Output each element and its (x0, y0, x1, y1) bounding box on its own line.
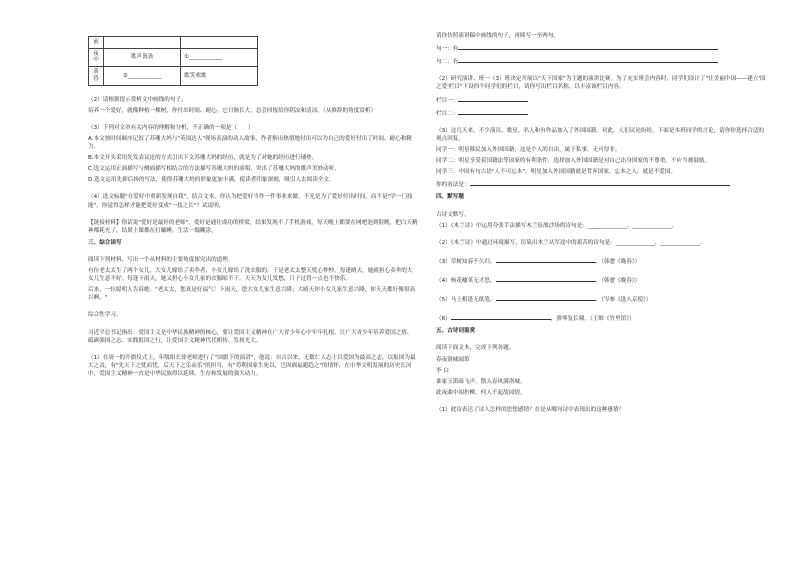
answer-blank[interactable] (458, 108, 528, 115)
poem-line: （6） (436, 316, 451, 323)
answer-label: 栏目二： (436, 110, 459, 117)
poem-line: （5）马上相逢无纸笔， (436, 297, 496, 304)
question-text: 阅读下列材料，写出一个从材料的主要角度探究出的道理。 (88, 256, 234, 263)
question-text: 请你仿照演讲稿中画线的句子，再续写一至两句。 (436, 33, 560, 39)
question-text: （2）请根据提示赏析文中画线的句子。 (88, 96, 187, 103)
question-text: （2）研究演讲、班一（3）班决定开展以"天下国家"为主题的演讲比赛。为了充实班会内容时，同学们设计了"往美丽中国——建立'国之爱'栏目"下设四个同学们的栏目，请你写出栏目名称，以丰富该栏目内容。 (436, 76, 766, 91)
question-text: （3）下列对文章有关内容的理解和分析，不正确的一项是（ ） (88, 124, 254, 131)
material-text: 【链接材料】俗话说"爱好是最好的老师"，爱好是通往成功的桥梁，结果发现不了手机游戏，每天晚上都要在网吧泡到很晚，把白天精神都耗光了，结果上课都在打瞌睡，生活一塌糊涂。 (88, 219, 418, 234)
poem-source: ，弹琴复长啸。（王维《竹里馆》） (550, 316, 635, 323)
table-row (89, 48, 258, 66)
answer-blank[interactable] (458, 95, 528, 102)
question-text: 培养一个爱好，就像种植一棵树，你付出时间、耐心，它日渐长大，总会回报给你阴凉和清凉。（从修辞的角度赏析） (88, 107, 377, 114)
poem-source: 。（韩愈《晚春》） (595, 277, 641, 284)
material-text: 后来，一位聪明人告诉她："老太太，您真是好福气！下雨天，您大女儿家生意兴隆；大晴天你小女儿家生意兴隆，你天天都好像很高兴啊。" (88, 287, 416, 302)
question-text: （1）此诗表达了诗人怎样的思想感情？在是从哪句诗中表现出的这种感情？ (436, 406, 625, 413)
material-text: 有位老太太生了两个女儿，大女儿嫁给了卖伞者，小女儿嫁给了洗衣服的。于是老太太整天忧心忡忡，每逢晴天，她就担心卖伞的大女儿生意不好；每逢下雨天，她又担心小女儿家的衣服晾不干。天天为女儿发愁，日子过得一点也不快乐。 (88, 268, 413, 283)
question-text: 古诗文默写。 (436, 211, 470, 218)
question-text: （2）《木兰诗》中通过环境描写，渲染出木兰从军途中的艰苦的诗句是：______________，______________。 (436, 239, 706, 246)
poem-author: 李 白 (436, 367, 449, 374)
material-text: 习近平总书记指出：爱国主义是中华民族精神的核心，要让爱国主义精神在广大青少年心中牢牢扎根，让广大青少年培养爱国之情、砥砺强国之志、实践报国之行，让爱国主义精神代代相传、发扬光大。 (88, 329, 413, 344)
question-text: 综合性学习。 (88, 312, 122, 319)
option-text: B.本文开头采用先发表议论的方式引出下文苏珊大妈的经历，就是为了对她的经历进行铺垫。 (88, 155, 318, 162)
answer-blank[interactable] (458, 43, 718, 50)
question-text: （1）《木兰诗》中运用夸张手法描写木兰征战沙场的诗句是：______________，______________。 (436, 222, 678, 229)
table-cell: 歌笑欢歌 (181, 67, 258, 85)
question-text: （1）在周一的升旗仪式上，年级组长徐老师进行了"国旗下的演讲"，他说：自古以来，无数仁人志士以爱国为最高之志，以报国为最大之责，有"先天下之忧而忧，后天下之乐而乐"的担当，有"苟利国家生死以，岂因祸福避趋之"的情怀，在中华文明发展的历史长河中，爱国主义精神一直是中华民族得以延续、生存和发展的强大动力。 (88, 354, 416, 378)
answer-blank[interactable] (470, 179, 730, 186)
poem-title: 春夜洛城闻笛 (436, 356, 470, 363)
poem-line: 谁家玉笛暗飞声，散入春风满洛城。 (436, 378, 526, 385)
left-column (88, 32, 418, 381)
table-row (89, 37, 258, 49)
table-cell (104, 37, 181, 49)
table-cell: ②____________ (104, 67, 181, 85)
option-text: A.本文按时间顺序记叙了苏珊大妈与"英国达人"现场表演的动人故事，作者指出热情地付出可以为自己的爱好付出了时间、耐心和精力。 (88, 135, 412, 150)
opinion-text: 同学一：明星移民加入外国国籍，这是个人的自由，属于私事，无可厚非。 (436, 146, 621, 153)
answer-label: 句一：有 (436, 46, 459, 53)
table-cell: 黄昏 (89, 67, 104, 85)
answer-blank[interactable] (496, 275, 596, 282)
poem-line: （4）杨花榆荚无才思， (436, 277, 496, 284)
table-row (89, 67, 258, 85)
poem-source: 。（岑参《逢入京使》） (595, 297, 652, 304)
answer-label: 你的看法是： (436, 182, 470, 189)
table-cell: 歌声袅袅 (104, 48, 181, 66)
answer-label: 句二：有 (436, 59, 459, 66)
answer-blank[interactable] (496, 294, 596, 301)
poem-source: 。（韩愈《晚春》） (595, 258, 641, 265)
answer-blank[interactable] (458, 56, 718, 63)
section-heading: 五、古诗词鉴赏 (436, 328, 476, 335)
right-column (436, 32, 768, 417)
opinion-text: 同学二：明星享受着国籍法等国家的有利条件，选择加入外国国籍是对自己出身国家的不尊重，不应当被鼓励。 (436, 158, 711, 165)
answer-blank[interactable] (451, 313, 551, 320)
table-cell: ①____________ (181, 48, 258, 66)
answer-blank[interactable] (496, 256, 596, 263)
section-heading: 四、默写题 (436, 194, 464, 201)
question-text: （4）选文标题"在爱好中重新发现自我"，结合文本，你认为把爱好当作一件事业来做，不光是为了爱好付出时间，而不是"学一门技能"，你觉得怎样才能把爱好变成"一技之长"？试说明。 (88, 194, 413, 209)
poem-line: 此夜曲中闻折柳，何人不起故园情。 (436, 389, 526, 396)
table-cell: 前 (89, 37, 104, 49)
answer-label: 栏目一： (436, 97, 459, 104)
question-text: 阅读下面文本，完成下列各题。 (436, 345, 515, 352)
answer-table (88, 36, 258, 86)
option-text: D.选文运用先抑后扬的写法，使得苏珊大妈的形象更加丰满，使读者印象深刻，吸引人去阅读全文。 (88, 177, 335, 184)
poem-line: （3）草树知春不久归， (436, 258, 496, 265)
question-text: （3）这几天来，不少演员、歌星、名人和有作品加入了外国国籍。对此，人们议论纷纷。下面是本班同学的言论，请你你选择合适的观点回复。 (436, 127, 764, 142)
table-cell: 夜中 (89, 48, 104, 66)
section-heading: 三、综合读写 (88, 239, 122, 246)
opinion-text: 同学三：中国有句古语"人不可忘本"，明星加入外国国籍就是背弃国家，忘本之人，就是不爱国。 (436, 169, 677, 176)
option-text: C.选文运用正面描写与侧面描写相结合的方法描写苏珊大妈的演唱，突出了苏珊大妈的歌声美妙动听。 (88, 166, 340, 173)
table-cell (181, 37, 258, 49)
